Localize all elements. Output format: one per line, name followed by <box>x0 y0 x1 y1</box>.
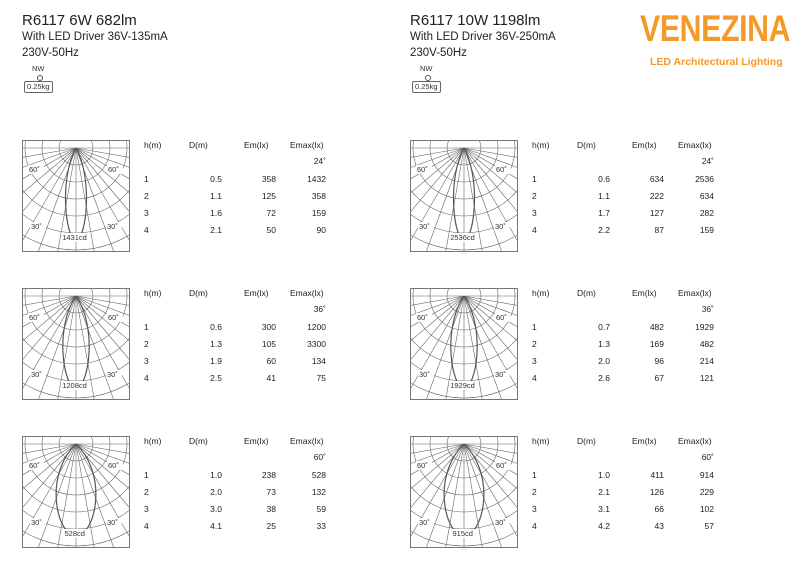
table-cell: 2.6 <box>598 373 610 383</box>
table-cell: 3 <box>532 208 537 218</box>
table-row <box>144 373 394 385</box>
driver-spec: With LED Driver 36V-250mA <box>410 31 556 43</box>
table-cell: 127 <box>649 208 664 218</box>
table-cell: 43 <box>654 521 664 531</box>
voltage-spec: 230V-50Hz <box>22 47 79 59</box>
table-header-cell: Em(lx) <box>632 288 657 298</box>
light-color-badge <box>24 64 56 96</box>
table-header-cell: h(m) <box>144 140 162 150</box>
candela-label: 1929cd <box>450 381 475 390</box>
light-color-badge <box>412 64 444 96</box>
table-cell: 169 <box>649 339 664 349</box>
polar-diagram <box>410 436 518 548</box>
angle-label-30-left: 30˚ <box>31 370 42 379</box>
table-row <box>144 504 394 516</box>
table-cell: 1 <box>144 470 149 480</box>
candela-label: 2536cd <box>450 233 475 242</box>
table-header-cell: D(m) <box>577 288 596 298</box>
table-cell: 634 <box>649 174 664 184</box>
candela-label: 528cd <box>64 529 85 538</box>
table-header-cell: Em(lx) <box>244 288 269 298</box>
table-header-cell: Emax(lx) <box>290 140 324 150</box>
table-cell: 528 <box>311 470 326 480</box>
table-header-cell: Emax(lx) <box>678 288 712 298</box>
table-row <box>144 322 394 334</box>
angle-label-60-left: 60˚ <box>417 313 428 322</box>
product-title: R6117 6W 682lm <box>22 12 137 29</box>
table-cell: 3300 <box>307 339 326 349</box>
table-row <box>144 174 394 186</box>
driver-spec: With LED Driver 36V-135mA <box>22 31 168 43</box>
table-header-cell: Em(lx) <box>632 436 657 446</box>
table-cell: 2 <box>144 339 149 349</box>
angle-label-30-right: 30˚ <box>495 222 506 231</box>
angle-label-30-left: 30˚ <box>419 370 430 379</box>
weight-label: 0.25kg <box>24 81 53 93</box>
table-cell: 914 <box>699 470 714 480</box>
table-cell: 300 <box>261 322 276 332</box>
table-cell: 3 <box>144 356 149 366</box>
table-row <box>532 487 782 499</box>
angle-label-60-left: 60˚ <box>417 165 428 174</box>
table-cell: 3 <box>532 356 537 366</box>
candela-label: 915cd <box>452 529 473 538</box>
table-cell: 59 <box>316 504 326 514</box>
table-cell: 1.9 <box>210 356 222 366</box>
table-cell: 67 <box>654 373 664 383</box>
product-title: R6117 10W 1198lm <box>410 12 541 29</box>
table-row <box>532 322 782 334</box>
table-cell: 1 <box>532 470 537 480</box>
table-row <box>144 487 394 499</box>
table-cell: 3.0 <box>210 504 222 514</box>
table-header-cell: Emax(lx) <box>290 436 324 446</box>
table-cell: 4 <box>144 225 149 235</box>
table-cell: 3.1 <box>598 504 610 514</box>
table-row <box>532 504 782 516</box>
table-cell: 1.3 <box>598 339 610 349</box>
table-cell: 4 <box>532 225 537 235</box>
table-cell: 41 <box>266 373 276 383</box>
photometric-block <box>22 288 392 408</box>
angle-label-60-right: 60˚ <box>108 165 119 174</box>
table-cell: 25 <box>266 521 276 531</box>
polar-diagram <box>22 436 130 548</box>
table-cell: 0.7 <box>598 322 610 332</box>
beam-angle: 24˚ <box>313 156 326 166</box>
angle-label-30-right: 30˚ <box>107 518 118 527</box>
polar-diagram <box>410 140 518 252</box>
table-cell: 125 <box>261 191 276 201</box>
table-cell: 2.5 <box>210 373 222 383</box>
table-cell: 1432 <box>307 174 326 184</box>
candela-label: 1208cd <box>62 381 87 390</box>
table-cell: 1.7 <box>598 208 610 218</box>
table-cell: 159 <box>699 225 714 235</box>
table-cell: 2 <box>144 487 149 497</box>
product-column <box>0 0 390 562</box>
light-color-code: NW <box>32 64 45 73</box>
angle-label-30-right: 30˚ <box>107 222 118 231</box>
table-header-row <box>144 140 394 152</box>
table-cell: 282 <box>699 208 714 218</box>
table-row <box>144 356 394 368</box>
table-cell: 2.0 <box>598 356 610 366</box>
angle-label-30-left: 30˚ <box>419 518 430 527</box>
table-row <box>532 339 782 351</box>
table-cell: 482 <box>699 339 714 349</box>
angle-label-60-right: 60˚ <box>496 461 507 470</box>
table-cell: 2536 <box>695 174 714 184</box>
angle-label-30-right: 30˚ <box>107 370 118 379</box>
table-cell: 1.6 <box>210 208 222 218</box>
table-cell: 2.0 <box>210 487 222 497</box>
beam-angle: 60˚ <box>701 452 714 462</box>
table-cell: 4 <box>144 373 149 383</box>
table-cell: 66 <box>654 504 664 514</box>
table-cell: 1.3 <box>210 339 222 349</box>
table-cell: 3 <box>532 504 537 514</box>
table-cell: 1.0 <box>210 470 222 480</box>
table-cell: 134 <box>311 356 326 366</box>
table-cell: 1.0 <box>598 470 610 480</box>
table-cell: 2.2 <box>598 225 610 235</box>
table-cell: 73 <box>266 487 276 497</box>
table-cell: 1.1 <box>598 191 610 201</box>
table-cell: 33 <box>316 521 326 531</box>
angle-label-60-left: 60˚ <box>29 313 40 322</box>
polar-diagram <box>22 140 130 252</box>
beam-angle: 36˚ <box>313 304 326 314</box>
table-cell: 4 <box>532 521 537 531</box>
table-header-cell: D(m) <box>577 436 596 446</box>
table-cell: 57 <box>704 521 714 531</box>
table-row <box>532 356 782 368</box>
table-cell: 2.1 <box>210 225 222 235</box>
table-header-cell: h(m) <box>532 140 550 150</box>
table-cell: 358 <box>311 191 326 201</box>
table-cell: 2 <box>144 191 149 201</box>
photometric-block <box>410 140 780 260</box>
table-cell: 126 <box>649 487 664 497</box>
table-row <box>144 191 394 203</box>
table-row <box>532 373 782 385</box>
table-cell: 3 <box>144 208 149 218</box>
angle-label-60-left: 60˚ <box>417 461 428 470</box>
table-cell: 1 <box>144 322 149 332</box>
table-header-cell: Emax(lx) <box>678 140 712 150</box>
table-cell: 105 <box>261 339 276 349</box>
angle-label-30-left: 30˚ <box>419 222 430 231</box>
angle-label-60-right: 60˚ <box>496 313 507 322</box>
table-cell: 96 <box>654 356 664 366</box>
table-cell: 1200 <box>307 322 326 332</box>
table-cell: 0.6 <box>598 174 610 184</box>
table-cell: 1 <box>532 174 537 184</box>
polar-diagram <box>410 288 518 400</box>
table-header-cell: h(m) <box>532 288 550 298</box>
angle-label-60-right: 60˚ <box>108 461 119 470</box>
table-header-row <box>532 288 782 300</box>
table-cell: 4.1 <box>210 521 222 531</box>
table-cell: 0.5 <box>210 174 222 184</box>
angle-label-60-left: 60˚ <box>29 165 40 174</box>
beam-angle: 36˚ <box>701 304 714 314</box>
table-header-row <box>532 436 782 448</box>
photometric-block <box>410 436 780 556</box>
table-row <box>144 208 394 220</box>
table-cell: 75 <box>316 373 326 383</box>
angle-label-60-right: 60˚ <box>496 165 507 174</box>
table-header-cell: D(m) <box>577 140 596 150</box>
table-cell: 482 <box>649 322 664 332</box>
table-header-cell: D(m) <box>189 288 208 298</box>
table-row <box>532 174 782 186</box>
beam-angle: 24˚ <box>701 156 714 166</box>
table-cell: 90 <box>316 225 326 235</box>
polar-diagram <box>22 288 130 400</box>
table-row <box>532 521 782 533</box>
table-cell: 132 <box>311 487 326 497</box>
table-cell: 4 <box>144 521 149 531</box>
table-cell: 214 <box>699 356 714 366</box>
angle-label-30-left: 30˚ <box>31 518 42 527</box>
table-cell: 72 <box>266 208 276 218</box>
angle-label-30-right: 30˚ <box>495 518 506 527</box>
table-header-row <box>144 436 394 448</box>
table-cell: 1.1 <box>210 191 222 201</box>
weight-label: 0.25kg <box>412 81 441 93</box>
table-cell: 2 <box>532 487 537 497</box>
table-header-cell: D(m) <box>189 436 208 446</box>
table-cell: 2 <box>532 339 537 349</box>
table-cell: 634 <box>699 191 714 201</box>
table-header-cell: Em(lx) <box>244 436 269 446</box>
photometric-block <box>22 436 392 556</box>
table-cell: 38 <box>266 504 276 514</box>
table-row <box>144 521 394 533</box>
table-header-cell: D(m) <box>189 140 208 150</box>
table-header-cell: Emax(lx) <box>678 436 712 446</box>
table-cell: 2 <box>532 191 537 201</box>
table-row <box>532 470 782 482</box>
table-row <box>532 225 782 237</box>
voltage-spec: 230V-50Hz <box>410 47 467 59</box>
table-row <box>144 225 394 237</box>
table-cell: 222 <box>649 191 664 201</box>
candela-label: 1431cd <box>62 233 87 242</box>
table-header-cell: h(m) <box>532 436 550 446</box>
table-cell: 238 <box>261 470 276 480</box>
table-row <box>144 470 394 482</box>
table-row <box>532 191 782 203</box>
table-cell: 121 <box>699 373 714 383</box>
table-cell: 3 <box>144 504 149 514</box>
table-header-cell: h(m) <box>144 288 162 298</box>
table-header-row <box>144 288 394 300</box>
table-cell: 50 <box>266 225 276 235</box>
table-cell: 411 <box>650 470 664 480</box>
light-color-code: NW <box>420 64 433 73</box>
photometric-block <box>410 288 780 408</box>
table-cell: 1929 <box>695 322 714 332</box>
product-column <box>388 0 778 562</box>
angle-label-60-left: 60˚ <box>29 461 40 470</box>
brand-tagline: LED Architectural Lighting <box>650 56 783 68</box>
table-header-row <box>532 140 782 152</box>
table-row <box>144 339 394 351</box>
table-cell: 159 <box>311 208 326 218</box>
table-cell: 358 <box>261 174 276 184</box>
table-cell: 87 <box>654 225 664 235</box>
beam-angle: 60˚ <box>313 452 326 462</box>
table-header-cell: Emax(lx) <box>290 288 324 298</box>
table-row <box>532 208 782 220</box>
table-cell: 1 <box>144 174 149 184</box>
angle-label-30-left: 30˚ <box>31 222 42 231</box>
table-cell: 2.1 <box>598 487 610 497</box>
angle-label-30-right: 30˚ <box>495 370 506 379</box>
table-cell: 4.2 <box>598 521 610 531</box>
table-header-cell: Em(lx) <box>632 140 657 150</box>
table-cell: 4 <box>532 373 537 383</box>
photometric-block <box>22 140 392 260</box>
table-cell: 102 <box>699 504 714 514</box>
table-cell: 0.6 <box>210 322 222 332</box>
brand-name: VENEZINA <box>640 8 791 49</box>
table-cell: 1 <box>532 322 537 332</box>
angle-label-60-right: 60˚ <box>108 313 119 322</box>
table-header-cell: h(m) <box>144 436 162 446</box>
table-cell: 229 <box>699 487 714 497</box>
table-cell: 60 <box>266 356 276 366</box>
table-header-cell: Em(lx) <box>244 140 269 150</box>
